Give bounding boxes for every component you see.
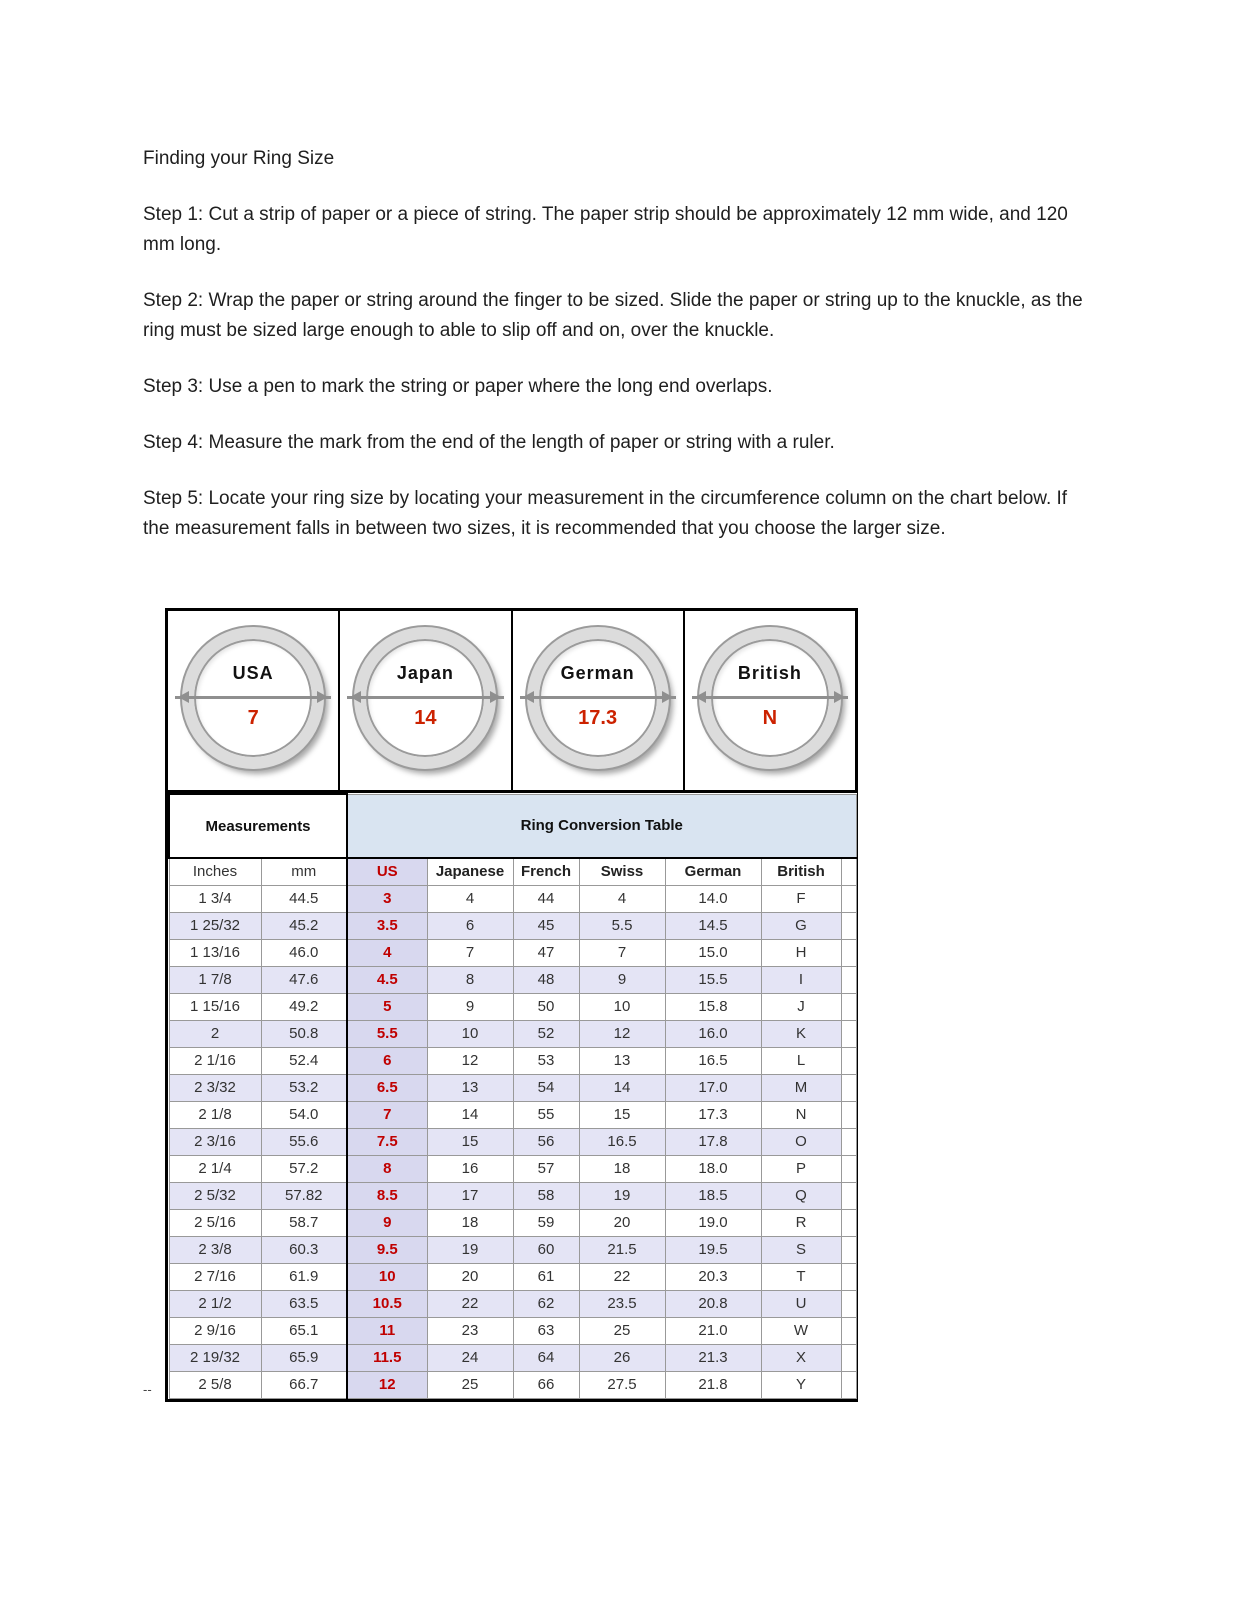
- cell-japanese: 10: [427, 1020, 513, 1047]
- cell-mm: 50.8: [261, 1020, 347, 1047]
- cell-inches: 2 1/8: [169, 1101, 261, 1128]
- cell-swiss: 10: [579, 993, 665, 1020]
- cell-mm: 57.2: [261, 1155, 347, 1182]
- cell-inches: 2 3/16: [169, 1128, 261, 1155]
- cell-swiss: 21.5: [579, 1236, 665, 1263]
- cell-german: 18.0: [665, 1155, 761, 1182]
- col-header-french: French: [513, 858, 579, 885]
- table-row: [169, 1371, 856, 1398]
- diameter-arrow-icon: [175, 696, 331, 699]
- cell-german: 15.5: [665, 966, 761, 993]
- cell-us: 9.5: [347, 1236, 427, 1263]
- table-row: [169, 1344, 856, 1371]
- cell-swiss: 27.5: [579, 1371, 665, 1398]
- spacer-cell: [841, 885, 856, 912]
- spacer-cell: [841, 1236, 856, 1263]
- cell-us: 12: [347, 1371, 427, 1398]
- cell-british: Y: [761, 1371, 841, 1398]
- conversion-table-title: Ring Conversion Table: [347, 794, 856, 858]
- ring-cell-german: [513, 611, 685, 790]
- cell-british: K: [761, 1020, 841, 1047]
- cell-mm: 66.7: [261, 1371, 347, 1398]
- cell-german: 21.8: [665, 1371, 761, 1398]
- cell-german: 17.0: [665, 1074, 761, 1101]
- cell-french: 44: [513, 885, 579, 912]
- cell-french: 53: [513, 1047, 579, 1074]
- ring-conversion-table: [168, 793, 857, 1399]
- cell-german: 14.5: [665, 912, 761, 939]
- cell-us: 6: [347, 1047, 427, 1074]
- step-2-paragraph: Step 2: Wrap the paper or string around the finger to be sized. Slide the paper or string up to the knuckle, as the ring must be sized large enough to able to slip off and on, over the knuckle.: [143, 290, 1083, 341]
- column-header-row: [169, 858, 856, 885]
- cell-us: 8.5: [347, 1182, 427, 1209]
- cell-french: 63: [513, 1317, 579, 1344]
- cell-inches: 2 1/4: [169, 1155, 261, 1182]
- cell-french: 52: [513, 1020, 579, 1047]
- diameter-arrow-icon: [347, 696, 503, 699]
- cell-german: 15.0: [665, 939, 761, 966]
- ring-region-label: German: [560, 663, 635, 683]
- table-row: [169, 1128, 856, 1155]
- cell-inches: 2: [169, 1020, 261, 1047]
- page-title: Finding your Ring Size: [143, 148, 335, 169]
- cell-british: I: [761, 966, 841, 993]
- spacer-cell: [841, 1371, 856, 1398]
- table-row: [169, 1290, 856, 1317]
- cell-mm: 45.2: [261, 912, 347, 939]
- cell-inches: 1 25/32: [169, 912, 261, 939]
- table-row: [169, 1020, 856, 1047]
- cell-mm: 63.5: [261, 1290, 347, 1317]
- cell-inches: 1 3/4: [169, 885, 261, 912]
- table-row: [169, 1182, 856, 1209]
- cell-german: 18.5: [665, 1182, 761, 1209]
- table-row: [169, 1074, 856, 1101]
- section-header-row: [169, 794, 856, 858]
- spacer-cell: [841, 939, 856, 966]
- cell-japanese: 17: [427, 1182, 513, 1209]
- step-5-paragraph: Step 5: Locate your ring size by locating your measurement in the circumference column on the chart below. If the measurement falls in between two sizes, it is recommended that you choose the larger size.: [143, 488, 1068, 539]
- cell-french: 55: [513, 1101, 579, 1128]
- spacer-cell: [841, 1290, 856, 1317]
- cell-inches: 2 1/16: [169, 1047, 261, 1074]
- spacer-cell: [841, 1344, 856, 1371]
- cell-mm: 53.2: [261, 1074, 347, 1101]
- spacer-cell: [841, 1074, 856, 1101]
- cell-swiss: 26: [579, 1344, 665, 1371]
- cell-mm: 52.4: [261, 1047, 347, 1074]
- cell-japanese: 8: [427, 966, 513, 993]
- table-row: [169, 966, 856, 993]
- spacer-cell: [841, 966, 856, 993]
- cell-german: 19.5: [665, 1236, 761, 1263]
- cell-japanese: 24: [427, 1344, 513, 1371]
- cell-inches: 2 7/16: [169, 1263, 261, 1290]
- measurements-header: Measurements: [169, 794, 347, 858]
- cell-german: 15.8: [665, 993, 761, 1020]
- spacer-cell: [841, 1128, 856, 1155]
- cell-british: P: [761, 1155, 841, 1182]
- ring-cell-japan: [340, 611, 512, 790]
- ring-region-label: USA: [232, 663, 274, 683]
- cell-french: 48: [513, 966, 579, 993]
- cell-us: 4: [347, 939, 427, 966]
- ring-region-label: Japan: [396, 663, 454, 683]
- cell-british: O: [761, 1128, 841, 1155]
- cell-us: 10.5: [347, 1290, 427, 1317]
- cell-us: 7.5: [347, 1128, 427, 1155]
- cell-french: 64: [513, 1344, 579, 1371]
- cell-german: 19.0: [665, 1209, 761, 1236]
- cell-british: G: [761, 912, 841, 939]
- table-row: [169, 1236, 856, 1263]
- cell-japanese: 22: [427, 1290, 513, 1317]
- cell-swiss: 20: [579, 1209, 665, 1236]
- cell-inches: 2 3/8: [169, 1236, 261, 1263]
- spacer-header: [841, 858, 856, 885]
- cell-us: 4.5: [347, 966, 427, 993]
- spacer-cell: [841, 1020, 856, 1047]
- table-row: [169, 1263, 856, 1290]
- cell-german: 16.5: [665, 1047, 761, 1074]
- table-row: [169, 1317, 856, 1344]
- cell-japanese: 20: [427, 1263, 513, 1290]
- cell-japanese: 14: [427, 1101, 513, 1128]
- table-row: [169, 912, 856, 939]
- cell-french: 57: [513, 1155, 579, 1182]
- cell-german: 20.8: [665, 1290, 761, 1317]
- cell-us: 11.5: [347, 1344, 427, 1371]
- spacer-cell: [841, 1317, 856, 1344]
- cell-french: 62: [513, 1290, 579, 1317]
- cell-japanese: 16: [427, 1155, 513, 1182]
- cell-japanese: 25: [427, 1371, 513, 1398]
- cell-us: 7: [347, 1101, 427, 1128]
- ring-sizes-illustration: [168, 611, 855, 793]
- conversion-table-body: [169, 885, 856, 1398]
- table-row: [169, 885, 856, 912]
- cell-british: S: [761, 1236, 841, 1263]
- cell-mm: 65.9: [261, 1344, 347, 1371]
- ring-size-value: 7: [247, 707, 259, 729]
- cell-us: 10: [347, 1263, 427, 1290]
- cell-mm: 47.6: [261, 966, 347, 993]
- cell-inches: 2 5/32: [169, 1182, 261, 1209]
- spacer-cell: [841, 1209, 856, 1236]
- cell-inches: 2 5/16: [169, 1209, 261, 1236]
- col-header-swiss: Swiss: [579, 858, 665, 885]
- step-3-paragraph: Step 3: Use a pen to mark the string or paper where the long end overlaps.: [143, 376, 773, 397]
- cell-japanese: 4: [427, 885, 513, 912]
- ring-cell-usa: [168, 611, 340, 790]
- cell-inches: 1 7/8: [169, 966, 261, 993]
- cell-us: 8: [347, 1155, 427, 1182]
- cell-mm: 58.7: [261, 1209, 347, 1236]
- table-row: [169, 1047, 856, 1074]
- cell-german: 20.3: [665, 1263, 761, 1290]
- diameter-arrow-icon: [520, 696, 676, 699]
- cell-inches: 2 1/2: [169, 1290, 261, 1317]
- ring-size-value: N: [762, 707, 778, 729]
- cell-inches: 2 19/32: [169, 1344, 261, 1371]
- cell-us: 5: [347, 993, 427, 1020]
- cell-swiss: 25: [579, 1317, 665, 1344]
- col-header-mm: mm: [261, 858, 347, 885]
- cell-french: 47: [513, 939, 579, 966]
- cell-swiss: 15: [579, 1101, 665, 1128]
- spacer-cell: [841, 993, 856, 1020]
- cell-us: 3.5: [347, 912, 427, 939]
- cell-swiss: 12: [579, 1020, 665, 1047]
- cell-german: 21.3: [665, 1344, 761, 1371]
- cell-inches: 2 3/32: [169, 1074, 261, 1101]
- cell-british: F: [761, 885, 841, 912]
- col-header-british: British: [761, 858, 841, 885]
- cell-german: 17.3: [665, 1101, 761, 1128]
- cell-mm: 54.0: [261, 1101, 347, 1128]
- cell-german: 21.0: [665, 1317, 761, 1344]
- cell-swiss: 18: [579, 1155, 665, 1182]
- col-header-japanese: Japanese: [427, 858, 513, 885]
- cell-british: W: [761, 1317, 841, 1344]
- table-row: [169, 1155, 856, 1182]
- cell-japanese: 23: [427, 1317, 513, 1344]
- cell-french: 50: [513, 993, 579, 1020]
- cell-french: 66: [513, 1371, 579, 1398]
- cell-british: T: [761, 1263, 841, 1290]
- table-row: [169, 1101, 856, 1128]
- spacer-cell: [841, 1101, 856, 1128]
- table-row: [169, 993, 856, 1020]
- cell-swiss: 13: [579, 1047, 665, 1074]
- cell-mm: 65.1: [261, 1317, 347, 1344]
- table-row: [169, 1209, 856, 1236]
- cell-japanese: 19: [427, 1236, 513, 1263]
- cell-inches: 2 5/8: [169, 1371, 261, 1398]
- spacer-cell: [841, 912, 856, 939]
- cell-german: 17.8: [665, 1128, 761, 1155]
- cell-british: L: [761, 1047, 841, 1074]
- table-row: [169, 939, 856, 966]
- cell-swiss: 9: [579, 966, 665, 993]
- cell-mm: 60.3: [261, 1236, 347, 1263]
- cell-swiss: 22: [579, 1263, 665, 1290]
- cell-mm: 46.0: [261, 939, 347, 966]
- cell-japanese: 6: [427, 912, 513, 939]
- diameter-arrow-icon: [692, 696, 848, 699]
- cell-us: 5.5: [347, 1020, 427, 1047]
- cell-british: H: [761, 939, 841, 966]
- cell-swiss: 23.5: [579, 1290, 665, 1317]
- cell-swiss: 5.5: [579, 912, 665, 939]
- cell-swiss: 4: [579, 885, 665, 912]
- cell-french: 54: [513, 1074, 579, 1101]
- col-header-us: US: [347, 858, 427, 885]
- ring-size-value: 17.3: [578, 707, 618, 729]
- spacer-cell: [841, 1182, 856, 1209]
- cell-japanese: 13: [427, 1074, 513, 1101]
- cell-japanese: 18: [427, 1209, 513, 1236]
- cell-french: 56: [513, 1128, 579, 1155]
- cell-inches: 1 15/16: [169, 993, 261, 1020]
- cell-japanese: 7: [427, 939, 513, 966]
- spacer-cell: [841, 1263, 856, 1290]
- cell-mm: 57.82: [261, 1182, 347, 1209]
- cell-inches: 1 13/16: [169, 939, 261, 966]
- cell-mm: 61.9: [261, 1263, 347, 1290]
- ring-size-figure: [165, 608, 858, 1402]
- ring-size-value: 14: [414, 707, 437, 729]
- spacer-cell: [841, 1047, 856, 1074]
- cell-french: 58: [513, 1182, 579, 1209]
- cell-us: 11: [347, 1317, 427, 1344]
- cell-french: 60: [513, 1236, 579, 1263]
- cell-british: J: [761, 993, 841, 1020]
- cell-mm: 49.2: [261, 993, 347, 1020]
- ring-region-label: British: [737, 663, 802, 683]
- cell-japanese: 9: [427, 993, 513, 1020]
- cell-german: 14.0: [665, 885, 761, 912]
- cell-japanese: 12: [427, 1047, 513, 1074]
- cell-swiss: 14: [579, 1074, 665, 1101]
- col-header-german: German: [665, 858, 761, 885]
- cell-british: M: [761, 1074, 841, 1101]
- cell-inches: 2 9/16: [169, 1317, 261, 1344]
- col-header-inches: Inches: [169, 858, 261, 885]
- cell-british: U: [761, 1290, 841, 1317]
- cell-mm: 55.6: [261, 1128, 347, 1155]
- cell-british: N: [761, 1101, 841, 1128]
- cell-french: 61: [513, 1263, 579, 1290]
- cell-british: X: [761, 1344, 841, 1371]
- cell-swiss: 16.5: [579, 1128, 665, 1155]
- cell-british: Q: [761, 1182, 841, 1209]
- document-body: [143, 146, 1083, 570]
- cell-swiss: 19: [579, 1182, 665, 1209]
- cell-french: 45: [513, 912, 579, 939]
- cell-us: 9: [347, 1209, 427, 1236]
- cell-british: R: [761, 1209, 841, 1236]
- cell-mm: 44.5: [261, 885, 347, 912]
- cell-french: 59: [513, 1209, 579, 1236]
- step-4-paragraph: Step 4: Measure the mark from the end of the length of paper or string with a ruler.: [143, 432, 835, 453]
- cell-japanese: 15: [427, 1128, 513, 1155]
- step-1-paragraph: Step 1: Cut a strip of paper or a piece of string. The paper strip should be approximately 12 mm wide, and 120 mm long.: [143, 204, 1068, 255]
- cell-german: 16.0: [665, 1020, 761, 1047]
- stray-mark: --: [143, 1382, 152, 1397]
- ring-cell-british: [685, 611, 855, 790]
- spacer-cell: [841, 1155, 856, 1182]
- cell-swiss: 7: [579, 939, 665, 966]
- cell-us: 6.5: [347, 1074, 427, 1101]
- cell-us: 3: [347, 885, 427, 912]
